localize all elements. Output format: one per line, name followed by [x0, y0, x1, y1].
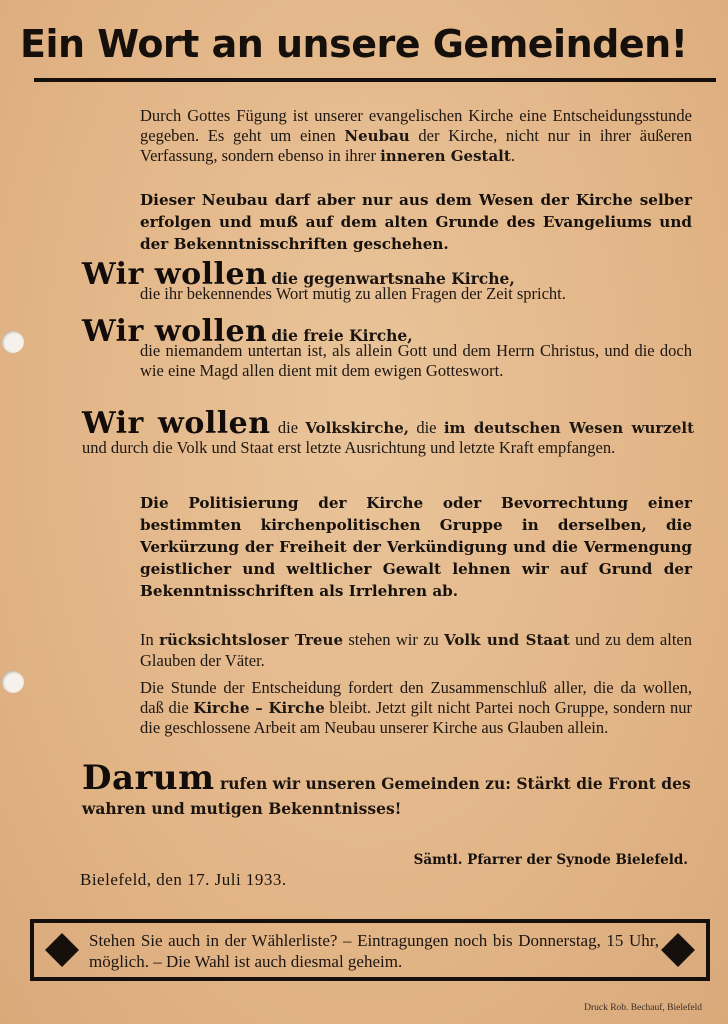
- intro-bold-gestalt: inneren Gestalt: [380, 147, 511, 165]
- wir-wollen-block-2: [82, 314, 694, 380]
- diamond-left-icon: [45, 933, 79, 967]
- intro-text-1: Durch Gottes Fügung ist unserer evangelischen Kirche eine Entscheidungsstunde gegeben. Es geht um einen: [140, 106, 692, 145]
- bold-paragraph-neubau: Dieser Neubau darf aber nur aus dem Wesen der Kirche selber erfolgen und muß auf dem alten Grunde des Evangeliums und der Bekenntnisschriften geschehen.: [140, 191, 692, 253]
- punch-hole-bottom: [2, 671, 24, 693]
- intro-paragraph: [140, 106, 692, 167]
- wir-wollen-sub-2: die freie Kirche,: [271, 326, 413, 345]
- signature: Sämtl. Pfarrer der Synode Bielefeld.: [413, 852, 688, 868]
- wir-3-text-1: die: [270, 418, 306, 437]
- treue-paragraph: [140, 630, 692, 670]
- diamond-right-icon: [661, 933, 695, 967]
- notice-box: [30, 919, 710, 981]
- printer-imprint: Druck Rob. Bechauf, Bielefeld: [584, 1003, 702, 1013]
- intro-text-3: .: [510, 146, 515, 165]
- treue-text-2: stehen wir zu: [343, 630, 445, 649]
- stunde-paragraph: [140, 678, 692, 738]
- intro-text-2: der Kirche, nicht nur in ihrer äußeren Verfassung, sondern ebenso in ihrer: [140, 125, 692, 165]
- punch-hole-top: [2, 331, 24, 353]
- page-title: Ein Wort an unsere Gemeinden!: [20, 22, 688, 66]
- wir-3-text-2: die: [409, 418, 444, 437]
- treue-bold-2: Volk und Staat: [444, 631, 570, 649]
- wir-wollen-sub-1: die gegenwartsnahe Kirche,: [271, 269, 515, 288]
- treue-text-3: und zu dem alten Glauben der Väter.: [140, 630, 692, 670]
- bold-paragraph-politisierung: Die Politisierung der Kirche oder Bevorrechtung einer bestimmten kirchenpolitischen Gruppe in derselben, die Verkürzung der Freiheit der Verkündigung und die Vermengung geistlicher und weltlicher Gewalt lehnen wir auf Grund der Bekenntnisschriften als Irrlehren ab.: [140, 494, 692, 600]
- wir-wollen-block-1: [82, 257, 694, 304]
- wir-wollen-heading-2: Wir wollen: [82, 314, 268, 349]
- wir-wollen-text-1: die ihr bekennendes Wort mutig zu allen Fragen der Zeit spricht.: [140, 284, 566, 303]
- treue-bold-1: rücksichtsloser Treue: [159, 631, 343, 649]
- wir-3-bold-wesen: im deutschen Wesen wurzelt: [443, 419, 694, 437]
- wir-wollen-heading-3: Wir wollen: [82, 406, 271, 441]
- wir-3-bold-volkskirche: Volkskirche,: [305, 419, 410, 437]
- treue-text-1: In: [140, 630, 160, 649]
- place-date: Bielefeld, den 17. Juli 1933.: [80, 870, 287, 889]
- notice-text: Stehen Sie auch in der Wählerliste? – Eintragungen noch bis Donnerstag, 15 Uhr, möglich. – Die Wahl ist auch diesmal geheim.: [89, 931, 659, 971]
- wir-3-text-3: und durch die Volk und Staat erst letzte Ausrichtung und letzte Kraft empfangen.: [82, 438, 616, 457]
- darum-heading: Darum: [82, 758, 215, 798]
- stunde-text-1: Die Stunde der Entscheidung fordert den Zusammenschluß aller, die da wollen, daß die: [140, 678, 692, 717]
- title-rule: [34, 78, 716, 82]
- intro-bold-neubau: Neubau: [344, 126, 410, 145]
- stunde-bold-kirche: Kirche – Kirche: [193, 698, 325, 717]
- darum-text: rufen wir unseren Gemeinden zu: Stärkt die Front des wahren und mutigen Bekenntnisses!: [82, 774, 691, 818]
- wir-wollen-heading-1: Wir wollen: [82, 257, 268, 292]
- darum-block: [82, 758, 694, 822]
- wir-wollen-block-3: [82, 406, 694, 458]
- wir-wollen-text-2: die niemandem untertan ist, als allein Gott und dem Herrn Christus, und die doch wie eine Magd allen dient mit dem ewigen Gotteswort.: [140, 341, 692, 380]
- stunde-text-2: bleibt. Jetzt gilt nicht Partei noch Gruppe, sondern nur die geschlossene Arbeit am Neubau unserer Kirche aus Glauben allein.: [140, 697, 692, 737]
